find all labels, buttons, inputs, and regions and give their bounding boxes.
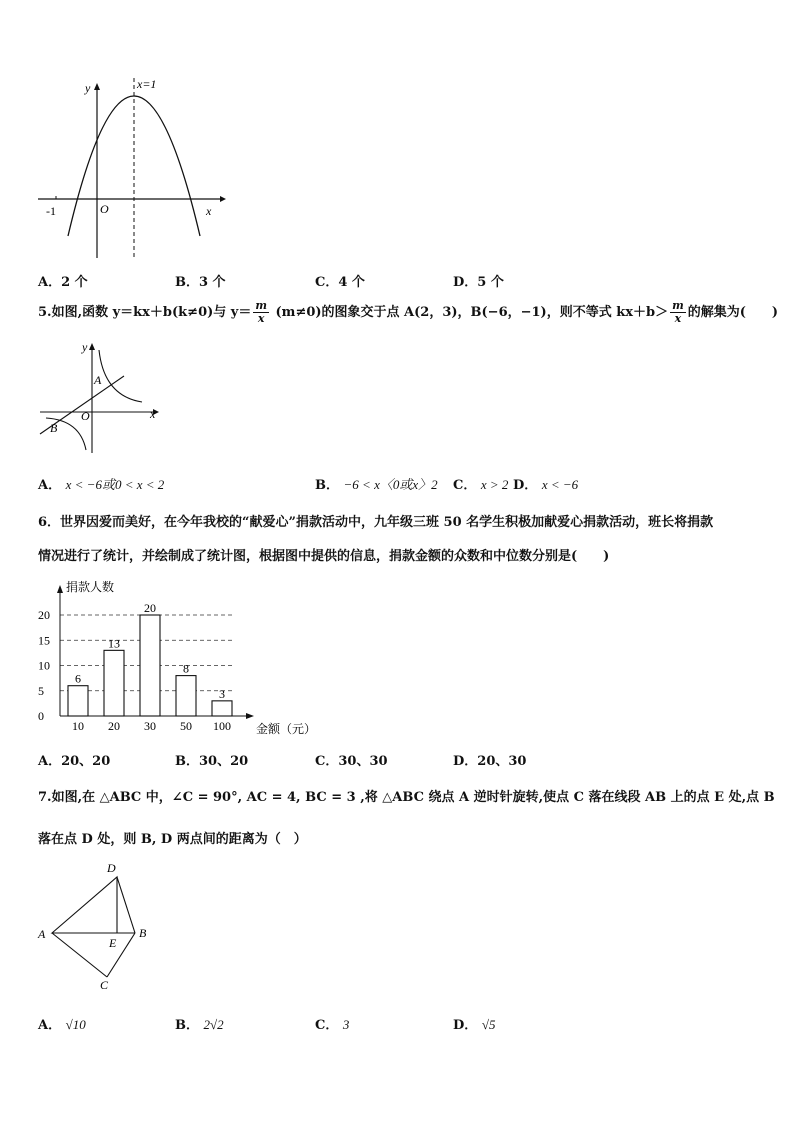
q4-option-b[interactable]: B．3 个 xyxy=(175,275,226,290)
y-tick-label: 20 xyxy=(38,608,50,622)
label-y-axis: y xyxy=(85,81,91,95)
q5-option-d-label: D． xyxy=(513,478,538,493)
x-tick-label: 10 xyxy=(72,719,84,733)
label-c: C xyxy=(100,978,109,992)
y-tick-label: 10 xyxy=(38,658,50,673)
q5-stem-part-a: 5.如图,函数 y＝kx＋b(k≠0)与 y＝ xyxy=(38,305,252,320)
label-a: A xyxy=(38,927,46,941)
label-y: y xyxy=(82,340,88,354)
label-x-axis: x xyxy=(206,204,212,218)
bar-value-label: 13 xyxy=(108,636,120,651)
label-x-eq-1: x=1 xyxy=(137,77,157,91)
q4-option-a[interactable]: A．2 个 xyxy=(38,275,88,290)
q7-option-b-text: 2√2 xyxy=(203,1017,224,1032)
q5-frac1-den: x xyxy=(257,312,265,325)
x-tick-label: 20 xyxy=(108,719,120,733)
q6-option-b[interactable]: B．30、20 xyxy=(175,754,249,769)
y-axis-arrow xyxy=(57,585,63,593)
q5-option-d-text: x < −6 xyxy=(541,477,579,492)
label-d: D xyxy=(107,861,116,875)
label-x: x xyxy=(150,407,156,421)
y-tick-label: 15 xyxy=(38,633,50,648)
x-axis-arrow xyxy=(220,196,226,202)
q7-option-b-label: B． xyxy=(175,1018,199,1033)
q5-option-c[interactable] xyxy=(453,474,508,493)
q7-option-d-text: √5 xyxy=(481,1017,496,1032)
label-e: E xyxy=(109,936,117,950)
q7-option-c[interactable] xyxy=(315,1014,349,1033)
label-origin: O xyxy=(81,409,90,423)
y-axis-arrow xyxy=(94,83,100,90)
q5-option-a-label: A． xyxy=(38,478,62,493)
label-origin: O xyxy=(100,202,109,216)
q7-option-a-text: √10 xyxy=(65,1017,86,1032)
y-tick-label: 5 xyxy=(38,683,44,698)
bar xyxy=(68,686,88,716)
q4-option-c[interactable]: C．4 个 xyxy=(315,275,365,290)
q7-option-d[interactable] xyxy=(453,1014,495,1033)
q5-frac2-den: x xyxy=(674,312,682,325)
bar xyxy=(176,676,196,716)
bar xyxy=(212,701,232,716)
q5-option-c-text: x > 2 xyxy=(480,477,509,492)
triangle-rotation-figure xyxy=(32,855,162,995)
hyperbola-branch-1 xyxy=(99,350,142,402)
x-axis-title: 金额（元） xyxy=(256,722,317,736)
y-axis-title: 捐款人数 xyxy=(66,580,115,594)
segment-db xyxy=(117,877,135,933)
label-neg-one: -1 xyxy=(46,204,56,218)
q5-stem-part-b: (m≠0)的图象交于点 A(2，3)，B(−6，−1)，则不等式 kx＋b＞ xyxy=(275,305,669,320)
q5-option-a-text: x < −6或0 < x < 2 xyxy=(65,477,165,492)
donation-bar-chart xyxy=(30,575,350,745)
q5-option-a[interactable] xyxy=(38,474,164,493)
q5-option-b[interactable] xyxy=(315,474,438,493)
q6-option-c[interactable]: C．30、30 xyxy=(315,754,388,769)
x-tick-label: 30 xyxy=(144,719,156,733)
q5-fraction-2 xyxy=(670,300,686,325)
q5-option-b-text: −6 < x〈0或x〉2 xyxy=(343,477,438,492)
x-axis-arrow xyxy=(246,713,254,719)
q5-stem-part-c: 的解集为( ) xyxy=(687,305,779,320)
q5-option-d[interactable] xyxy=(513,474,578,493)
q5-fraction-1 xyxy=(253,300,269,325)
bar-value-label: 3 xyxy=(219,686,225,701)
x-tick-label: 50 xyxy=(180,719,192,733)
y-axis-arrow xyxy=(89,343,95,350)
q7-stem-line-1: 7.如图,在 △ABC 中，∠C = 90°, AC = 4, BC = 3 ,将 △ABC 绕点 A 逆时针旋转,使点 C 落在线段 AB 上的点 E 处,点 B xyxy=(38,790,775,805)
segment-ac xyxy=(52,933,107,977)
q5-frac1-num: m xyxy=(255,299,267,312)
q5-frac2-num: m xyxy=(672,299,684,312)
bar-value-label: 6 xyxy=(75,671,81,686)
bar xyxy=(104,650,124,716)
q6-option-d[interactable]: D．20、30 xyxy=(453,754,527,769)
label-point-a: A xyxy=(94,373,102,387)
bar-value-label: 20 xyxy=(144,601,156,615)
q5-function-graph xyxy=(32,338,167,458)
label-point-b: B xyxy=(50,421,58,435)
q7-option-a[interactable] xyxy=(38,1014,86,1033)
q5-option-c-label: C． xyxy=(453,478,477,493)
q5-stem xyxy=(38,300,778,325)
q7-stem-line-2: 落在点 D 处，则 B, D 两点间的距离为（ ） xyxy=(38,832,307,847)
y-tick-label: 0 xyxy=(38,709,44,723)
q6-option-a[interactable]: A．20、20 xyxy=(38,754,111,769)
q5-option-b-label: B． xyxy=(315,478,339,493)
q7-option-c-label: C． xyxy=(315,1018,339,1033)
q7-option-a-label: A． xyxy=(38,1018,62,1033)
q7-option-b[interactable] xyxy=(175,1014,224,1033)
q7-option-d-label: D． xyxy=(453,1018,478,1033)
label-b: B xyxy=(139,926,147,940)
q6-stem-line-1: 6．世界因爱而美好，在今年我校的“献爱心”捐款活动中，九年级三班 50 名学生积极加献爱心捐款活动，班长将捐款 xyxy=(38,515,714,530)
parabola-graph xyxy=(30,70,230,265)
triangle-ade xyxy=(52,877,117,933)
bar xyxy=(140,615,160,716)
q4-option-d[interactable]: D．5 个 xyxy=(453,275,504,290)
x-tick-label: 100 xyxy=(213,719,231,733)
bar-value-label: 8 xyxy=(183,661,189,676)
q7-option-c-text: 3 xyxy=(342,1017,350,1032)
q6-stem-line-2: 情况进行了统计，并绘制成了统计图，根据图中提供的信息，捐款金额的众数和中位数分别是( ) xyxy=(38,549,610,564)
